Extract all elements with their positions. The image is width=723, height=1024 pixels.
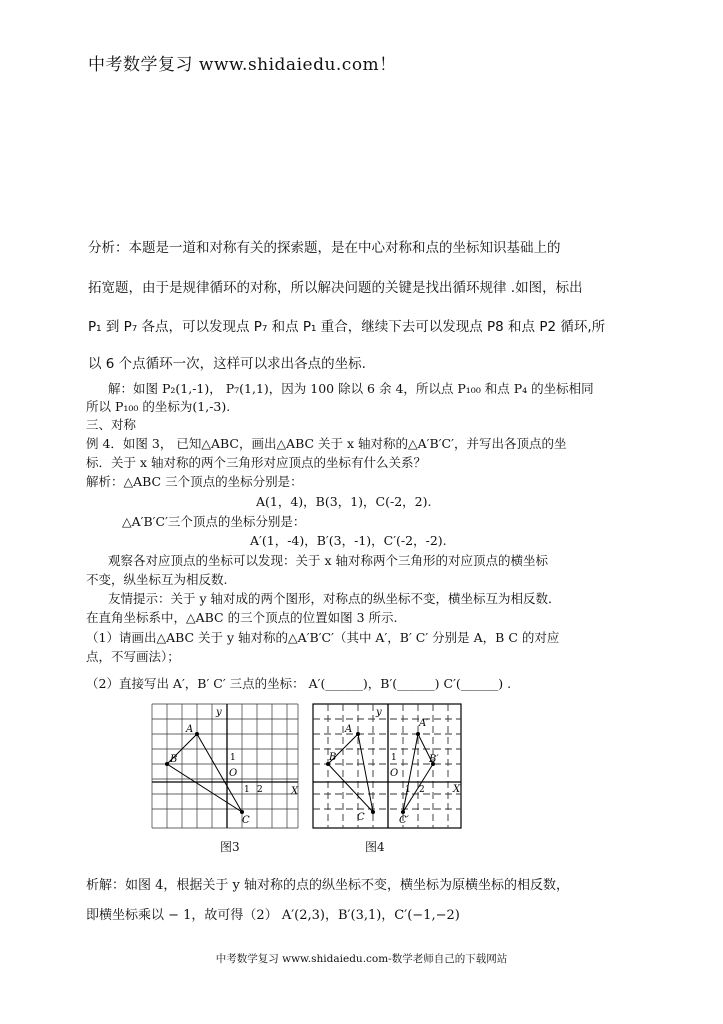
figure-4-x-label: X [453, 784, 461, 795]
figure-4-grid [311, 702, 463, 830]
section-heading: 三、对称 [86, 417, 137, 432]
example-line-1: 例 4．如图 3， 已知△ABC，画出△ABC 关于 x 轴对称的△A′B′C′，并写出各顶点的坐 [86, 436, 567, 451]
hint-line-1: 友情提示：关于 y 轴对成的两个图形，对称点的纵坐标不变，横坐标互为相反数． [108, 591, 561, 606]
observe-line-2: 不变，纵坐标互为相反数. [86, 572, 228, 587]
coords-abc: A(1，4)，B(3，1)，C(-2，2). [256, 494, 432, 509]
figure-3-point-a [195, 732, 199, 736]
analysis-line-4: 以 6 个点循环一次，这样可以求出各点的坐标. [88, 356, 366, 372]
figure-4-point-c [371, 810, 375, 814]
final-line-2: 即横坐标乘以 − 1，故可得（2） A′(2,3)，B′(3,1)，C′(−1,−2) [86, 908, 460, 923]
observe-line-1: 观察各对应顶点的坐标可以发现：关于 x 轴对称两个三角形的对应顶点的横坐标 [108, 553, 548, 568]
figure-4-point-a [356, 732, 360, 736]
prime-label: △A′B′C′三个顶点的坐标分别是： [122, 514, 306, 529]
figure-3-point-b [165, 762, 169, 766]
figure-4-a-label: A [345, 724, 353, 735]
page-header: 中考数学复习 www.shidaiedu.com！ [88, 55, 397, 75]
figure-4-gridlines [313, 704, 461, 828]
example-line-2: 标．关于 x 轴对称的两个三角形对应顶点的坐标有什么关系？ [86, 455, 426, 470]
figure-3-x-label: X [291, 786, 299, 797]
question-2: （2）直接写出 A′，B′ C′ 三点的坐标： A′(______)，B′(______) C′(______) . [86, 676, 512, 691]
figure-3-caption: 图3 [220, 840, 240, 854]
figure-3-point-c [240, 810, 244, 814]
figure-3-y-tick-1: 1 [230, 753, 236, 763]
figure-3-c-label: C [242, 815, 250, 826]
question-1-line-2: 点，不写画法）； [86, 649, 180, 664]
figure-3-a-label: A [186, 724, 194, 735]
solution-line-2: 所以 P₁₀₀ 的坐标为(1,-3). [86, 399, 231, 414]
solution-line-1: 解：如图 P₂(1,-1)， P₇(1,1)，因为 100 除以 6 余 4，所以点 P₁₀₀ 和点 P₄ 的坐标相同 [108, 381, 594, 396]
coords-prime: A′(1，-4)，B′(3，-1)，C′(-2，-2). [250, 533, 447, 548]
figure-3-grid [150, 702, 300, 830]
analysis-line-1: 分析：本题是一道和对称有关的探索题，是在中心对称和点的坐标知识基础上的 [88, 240, 561, 256]
figure-3-x-tick-2: 2 [257, 785, 263, 795]
figure-4-x-tick-2: 2 [419, 785, 425, 795]
figure-4-b-label: B [329, 752, 337, 763]
figure-4-x-tick-1: 1 [405, 785, 411, 795]
figure-3-x-tick-1: 1 [244, 785, 250, 795]
figure-4-point-c-prime [401, 810, 405, 814]
hint-line-2: 在直角坐标系中，△ABC 的三个顶点的位置如图 3 所示. [86, 610, 398, 625]
figure-4-b-prime-label: B′ [429, 754, 439, 765]
figure-4-triangle-abc [328, 734, 373, 812]
figure-4-y-tick-1: 1 [391, 753, 397, 763]
page-footer: 中考数学复习 www.shidaiedu.com-数学老师自己的下载网站 [215, 953, 508, 965]
figure-3-origin-label: O [229, 768, 238, 779]
figure-4-c-prime-label: C′ [399, 815, 409, 826]
final-line-1: 析解：如图 4，根据关于 y 轴对称的点的纵坐标不变，横坐标为原横坐标的相反数， [86, 878, 570, 893]
figure-3-gridlines [152, 704, 298, 828]
figure-4-a-prime-label: A′ [419, 718, 429, 729]
figure-4-origin-label: O [390, 768, 399, 779]
figure-4-caption: 图4 [365, 840, 385, 854]
figure-4-c-label: C [357, 812, 365, 823]
jiexi-label: 解析：△ABC 三个顶点的坐标分别是： [86, 474, 303, 489]
figure-4-y-label: y [376, 707, 382, 718]
figure-4-point-a-prime [416, 732, 420, 736]
question-1-line-1: （1）请画出△ABC 关于 y 轴对称的△A′B′C′（其中 A′，B′ C′ 分别是 A，B C 的对应 [86, 630, 560, 645]
figure-3-b-label: B [170, 754, 178, 765]
analysis-line-2: 拓宽题，由于是规律循环的对称，所以解决问题的关键是找出循环规律 .如图，标出 [88, 280, 583, 296]
analysis-line-3: P₁ 到 P₇ 各点，可以发现点 P₇ 和点 P₁ 重合，继续下去可以发现点 P8 和点 P2 循环,所 [88, 319, 606, 335]
figure-3-y-label: y [216, 707, 222, 718]
